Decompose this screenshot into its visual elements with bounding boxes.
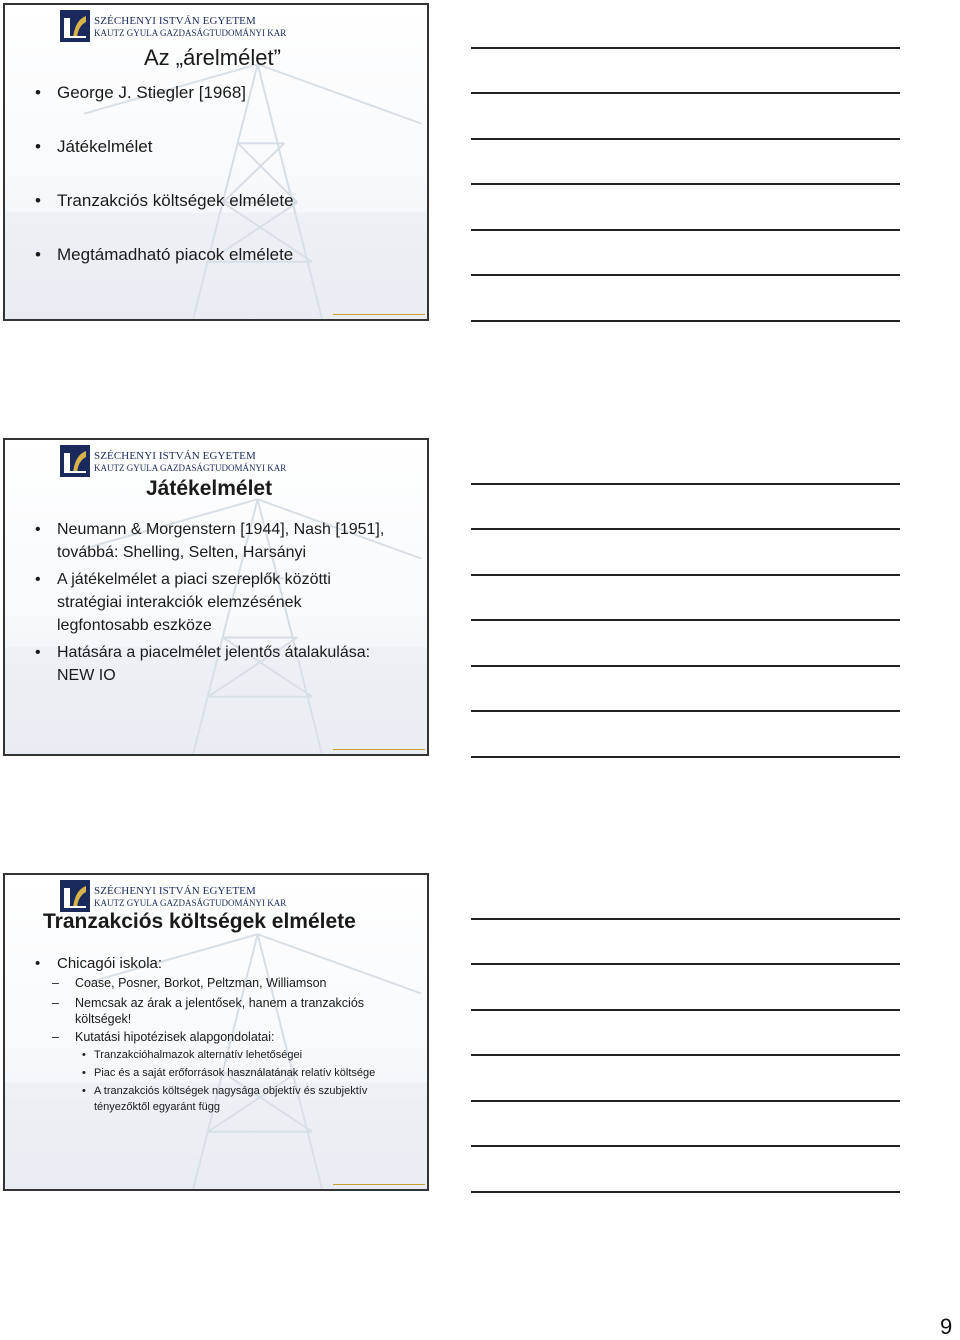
bullet-item: • Tranzakciós költségek elmélete	[27, 191, 294, 211]
note-line	[471, 1191, 900, 1193]
note-line	[471, 1054, 900, 1056]
university-logo	[60, 445, 90, 477]
note-line	[471, 574, 900, 576]
bullet-list	[27, 83, 294, 265]
bullet-item	[27, 953, 412, 1115]
note-line	[471, 710, 900, 712]
bullet-item: • George J. Stiegler [1968]	[27, 83, 294, 103]
slide-title: Játékelmélet	[146, 477, 273, 500]
university-logo	[60, 10, 90, 42]
bullet-item: • Neumann & Morgenstern [1944], Nash [1951], továbbá: Shelling, Selten, Harsányi	[27, 518, 397, 564]
note-line	[471, 320, 900, 322]
note-line	[471, 483, 900, 485]
note-line	[471, 47, 900, 49]
sub-sub-item: • A tranzakciós költségek nagysága objektív és szubjektív tényezőktől egyaránt függ	[27, 1083, 424, 1115]
note-line	[471, 92, 900, 94]
university-logo	[60, 880, 90, 912]
note-line	[471, 528, 900, 530]
university-name: SZÉCHENYI ISTVÁN EGYETEM	[94, 15, 256, 27]
sub-item: – Nemcsak az árak a jelentősek, hanem a tranzakciós költségek!	[27, 995, 412, 1027]
faculty-name: KAUTZ GYULA GAZDASÁGTUDOMÁNYI KAR	[94, 28, 287, 38]
note-line	[471, 756, 900, 758]
footer-accent-line	[333, 314, 425, 315]
note-line	[471, 138, 900, 140]
note-line	[471, 1145, 900, 1147]
university-name: SZÉCHENYI ISTVÁN EGYETEM	[94, 885, 256, 897]
note-line	[471, 963, 900, 965]
slide-2	[3, 438, 429, 756]
university-name: SZÉCHENYI ISTVÁN EGYETEM	[94, 450, 256, 462]
note-line	[471, 1100, 900, 1102]
sub-sub-list	[27, 1047, 412, 1115]
bullet-item: • Hatására a piacelmélet jelentős átalakulása: NEW IO	[27, 641, 397, 687]
bullet-item: • Játékelmélet	[27, 137, 294, 157]
bullet-text: Chicagói iskola:	[57, 955, 163, 972]
slide-3	[3, 873, 429, 1191]
note-line	[471, 229, 900, 231]
slide-title: Tranzakciós költségek elmélete	[43, 910, 356, 933]
note-line	[471, 918, 900, 920]
bullet-item: • Megtámadható piacok elmélete	[27, 245, 294, 265]
footer-accent-line	[333, 749, 425, 750]
bullet-list	[27, 518, 397, 687]
faculty-name: KAUTZ GYULA GAZDASÁGTUDOMÁNYI KAR	[94, 463, 287, 473]
sub-item-text: Kutatási hipotézisek alapgondolatai:	[75, 1030, 275, 1044]
slide-title: Az „árelmélet”	[144, 45, 281, 70]
page-number: 9	[940, 1314, 953, 1339]
note-line	[471, 274, 900, 276]
sub-list	[27, 975, 412, 1115]
slide-1	[3, 3, 429, 321]
note-line	[471, 183, 900, 185]
sub-sub-item: • Piac és a saját erőforrások használatának relatív költsége	[27, 1065, 412, 1081]
sub-sub-item: • Tranzakcióhalmazok alternatív lehetőségei	[27, 1047, 412, 1063]
footer-accent-line	[333, 1184, 425, 1185]
note-line	[471, 665, 900, 667]
note-line	[471, 619, 900, 621]
sub-item: – Coase, Posner, Borkot, Peltzman, Williamson	[27, 975, 412, 991]
bullet-list	[27, 953, 412, 1115]
note-line	[471, 1009, 900, 1011]
sub-item	[27, 1029, 412, 1115]
faculty-name: KAUTZ GYULA GAZDASÁGTUDOMÁNYI KAR	[94, 898, 287, 908]
bullet-item: • A játékelmélet a piaci szereplők közötti stratégiai interakciók elemzésének legfontosabb eszköze	[27, 568, 397, 637]
